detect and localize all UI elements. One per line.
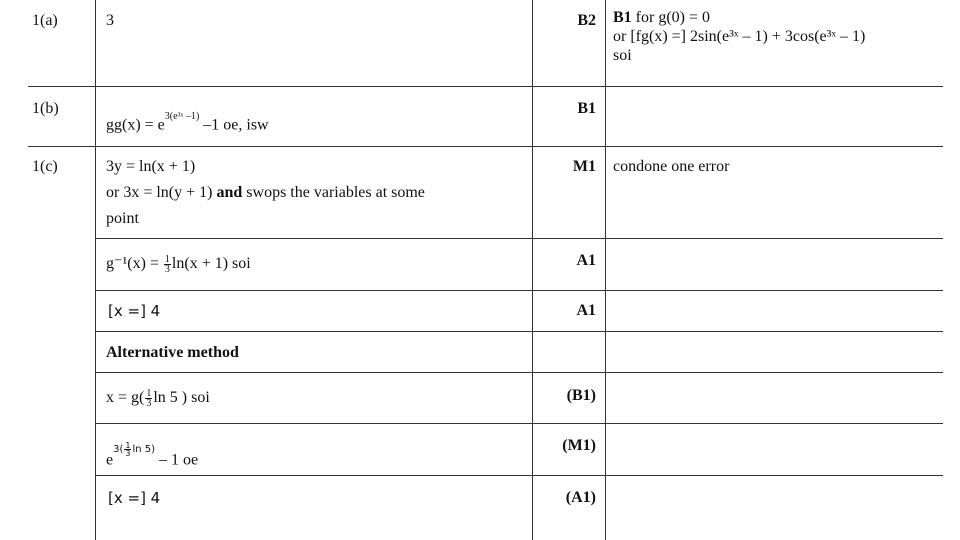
exponent: 3(e³ˣ –1) bbox=[164, 111, 200, 122]
answer-cell bbox=[106, 440, 199, 473]
answer-text: x = g( bbox=[106, 389, 145, 406]
guidance-text: soi bbox=[613, 47, 632, 64]
column-divider bbox=[532, 0, 533, 540]
mark-cell: (B1) bbox=[566, 387, 596, 404]
fraction: $\frac{1}{3}$ bbox=[125, 440, 131, 458]
guidance-text: for g(0) = 0 bbox=[631, 9, 711, 26]
answer-cell bbox=[106, 385, 210, 411]
answer-text: ln(x + 1) soi bbox=[171, 255, 251, 272]
row-divider bbox=[95, 331, 943, 332]
guidance-mark: B1 bbox=[613, 9, 632, 26]
answer-cell: [x =] 4 bbox=[108, 302, 161, 320]
row-divider bbox=[28, 86, 943, 87]
answer-emphasis: and bbox=[216, 184, 243, 201]
mark-cell: B1 bbox=[577, 100, 596, 117]
mark-cell: (A1) bbox=[565, 489, 596, 506]
answer-text: e bbox=[106, 451, 114, 469]
answer-text: 3y = ln(x + 1) bbox=[106, 158, 196, 175]
answer-text: or 3x = ln(y + 1) bbox=[106, 184, 217, 201]
column-divider bbox=[95, 0, 96, 540]
row-divider bbox=[95, 290, 943, 291]
answer-text: – 1 oe bbox=[155, 451, 199, 469]
mark-cell: M1 bbox=[572, 158, 596, 175]
answer-cell: 3 bbox=[106, 12, 114, 29]
answer-text: point bbox=[106, 210, 139, 227]
section-heading: Alternative method bbox=[106, 344, 239, 361]
answer-text: swops the variables at some bbox=[242, 184, 425, 201]
guidance-cell bbox=[613, 8, 865, 65]
row-divider bbox=[95, 475, 943, 476]
question-number: 1(c) bbox=[32, 158, 58, 175]
answer-cell: [x =] 4 bbox=[108, 489, 161, 507]
answer-cell bbox=[106, 108, 269, 138]
row-divider bbox=[95, 238, 943, 239]
column-divider bbox=[605, 0, 606, 540]
row-divider bbox=[95, 423, 943, 424]
question-number: 1(a) bbox=[32, 12, 58, 29]
row-divider bbox=[28, 146, 943, 147]
mark-cell: B2 bbox=[577, 12, 596, 29]
fraction: $\frac{1}{3}$ bbox=[146, 387, 152, 409]
answer-text: g⁻¹(x) = bbox=[106, 255, 163, 272]
question-number: 1(b) bbox=[32, 100, 59, 117]
exponent: 3( 1 3 ln 5) bbox=[113, 440, 156, 458]
answer-cell bbox=[106, 251, 251, 277]
answer-text: –1 oe, isw bbox=[199, 116, 269, 134]
answer-text: ln 5 ) soi bbox=[153, 389, 210, 406]
answer-cell bbox=[106, 154, 425, 232]
guidance-cell: condone one error bbox=[613, 158, 730, 175]
row-divider bbox=[95, 372, 943, 373]
fraction: $\frac{1}{3}$ bbox=[164, 253, 170, 275]
answer-text: gg(x) = e bbox=[106, 116, 165, 134]
mark-cell: A1 bbox=[576, 302, 596, 319]
mark-cell: A1 bbox=[576, 252, 596, 269]
guidance-text: or [fg(x) =] 2sin(e³ˣ – 1) + 3cos(e³ˣ – 1) bbox=[613, 28, 866, 45]
mark-cell: (M1) bbox=[562, 437, 596, 454]
